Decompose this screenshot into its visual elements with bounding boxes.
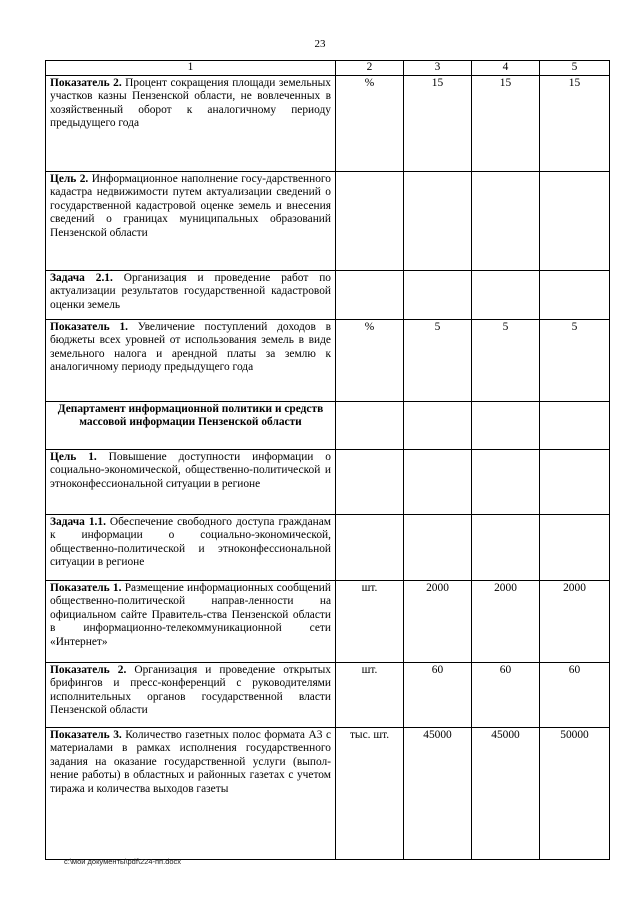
empty-cell	[404, 401, 472, 449]
unit-cell	[336, 449, 404, 514]
value-cell	[540, 514, 610, 580]
table-row	[46, 580, 610, 662]
row-lead: Задача 2.1.	[50, 271, 113, 284]
row-lead: Задача 1.1.	[50, 515, 106, 528]
value-cell	[472, 171, 540, 270]
value-cell: 60	[540, 662, 610, 727]
row-lead: Показатель 2.	[50, 663, 127, 676]
row-lead: Показатель 1.	[50, 320, 129, 333]
row-lead: Цель 2.	[50, 172, 89, 185]
indicators-table	[45, 60, 610, 860]
section-heading: Департамент информационной политики и средств массовой информации Пензенской области	[46, 401, 336, 449]
value-cell	[540, 171, 610, 270]
value-cell	[472, 449, 540, 514]
value-cell: 60	[472, 662, 540, 727]
row-lead: Показатель 3.	[50, 728, 122, 741]
unit-cell: тыс. шт.	[336, 727, 404, 859]
value-cell	[404, 449, 472, 514]
row-text: Организация и проведение работ по актуализации результатов государственной кадастровой оценки земель	[50, 271, 332, 311]
value-cell	[404, 270, 472, 319]
row-text: Повышение доступности информации о социально-экономической, общественно-политической и этноконфессиональной ситуации в регионе	[50, 450, 331, 490]
value-cell: 2000	[404, 580, 472, 662]
row-description	[46, 449, 336, 514]
unit-cell: %	[336, 319, 404, 401]
unit-cell: шт.	[336, 662, 404, 727]
empty-cell	[336, 401, 404, 449]
row-description	[46, 662, 336, 727]
row-text: Обеспечение свободного доступа гражданам к информации о социально-экономической, общественно-политической и этноконфессиональной ситуации в регионе	[50, 515, 331, 569]
row-lead: Цель 1.	[50, 450, 97, 463]
row-description	[46, 270, 336, 319]
value-cell: 2000	[540, 580, 610, 662]
unit-cell	[336, 270, 404, 319]
unit-cell: шт.	[336, 580, 404, 662]
value-cell: 15	[540, 75, 610, 171]
empty-cell	[472, 401, 540, 449]
row-lead: Показатель 2.	[50, 76, 122, 89]
value-cell: 5	[540, 319, 610, 401]
row-description	[46, 580, 336, 662]
value-cell	[472, 514, 540, 580]
value-cell: 2000	[472, 580, 540, 662]
value-cell: 5	[404, 319, 472, 401]
value-cell	[540, 449, 610, 514]
value-cell	[540, 270, 610, 319]
value-cell	[404, 514, 472, 580]
row-description	[46, 319, 336, 401]
row-lead: Показатель 1.	[50, 581, 122, 594]
table-row	[46, 449, 610, 514]
value-cell: 45000	[472, 727, 540, 859]
section-row	[46, 401, 610, 449]
unit-cell: %	[336, 75, 404, 171]
table-row	[46, 727, 610, 859]
row-text: Организация и проведение открытых брифингов и пресс-конференций с руководителями исполнительных органов государственной власти Пензенской области	[50, 663, 331, 717]
row-text: Увеличение поступлений доходов в бюджеты всех уровней от использования земель в виде земельного налога и арендной платы за землю к аналогичному периоду предыдущего года	[50, 320, 331, 374]
value-cell: 5	[472, 319, 540, 401]
row-text: Процент сокращения площади земельных участков казны Пензенской области, не вовлеченных в хозяйственный оборот к аналогичному периоду предыдущего года	[50, 76, 331, 130]
value-cell: 50000	[540, 727, 610, 859]
row-text: Количество газетных полос формата А3 с материалами в рамках исполнения государственного задания на оказание государственной услуги (выпол-нение работы) в областных и районных газетах с учетом тиража и количества выходов газеты	[50, 728, 331, 795]
header-cell: 3	[404, 61, 472, 76]
table-row	[46, 514, 610, 580]
row-text: Информационное наполнение госу-дарственного кадастра недвижимости путем актуализации сведений о государственной кадастровой оценке земель и внесения сведений о границах муниципальных образований Пензенской области	[50, 172, 331, 239]
row-description	[46, 75, 336, 171]
table-row	[46, 75, 610, 171]
unit-cell	[336, 514, 404, 580]
table-row	[46, 319, 610, 401]
header-cell: 2	[336, 61, 404, 76]
value-cell: 15	[404, 75, 472, 171]
value-cell: 15	[472, 75, 540, 171]
row-description	[46, 171, 336, 270]
value-cell: 45000	[404, 727, 472, 859]
unit-cell	[336, 171, 404, 270]
page-number: 23	[314, 38, 326, 50]
empty-cell	[540, 401, 610, 449]
header-cell: 1	[46, 61, 336, 76]
header-cell: 5	[540, 61, 610, 76]
table-row	[46, 171, 610, 270]
table-row	[46, 270, 610, 319]
header-cell: 4	[472, 61, 540, 76]
value-cell	[472, 270, 540, 319]
row-text: Размещение информационных сообщений общественно-политической направ-ленности на официальном сайте Правитель-ства Пензенской области в информационно-телекоммуникационной сети «Интернет»	[50, 581, 331, 648]
footer-file-path: c:\мои документы\pdf\224-пп.docx	[64, 857, 182, 866]
row-description	[46, 727, 336, 859]
table-header-row	[46, 61, 610, 76]
value-cell: 60	[404, 662, 472, 727]
row-description	[46, 514, 336, 580]
value-cell	[404, 171, 472, 270]
table-row	[46, 662, 610, 727]
